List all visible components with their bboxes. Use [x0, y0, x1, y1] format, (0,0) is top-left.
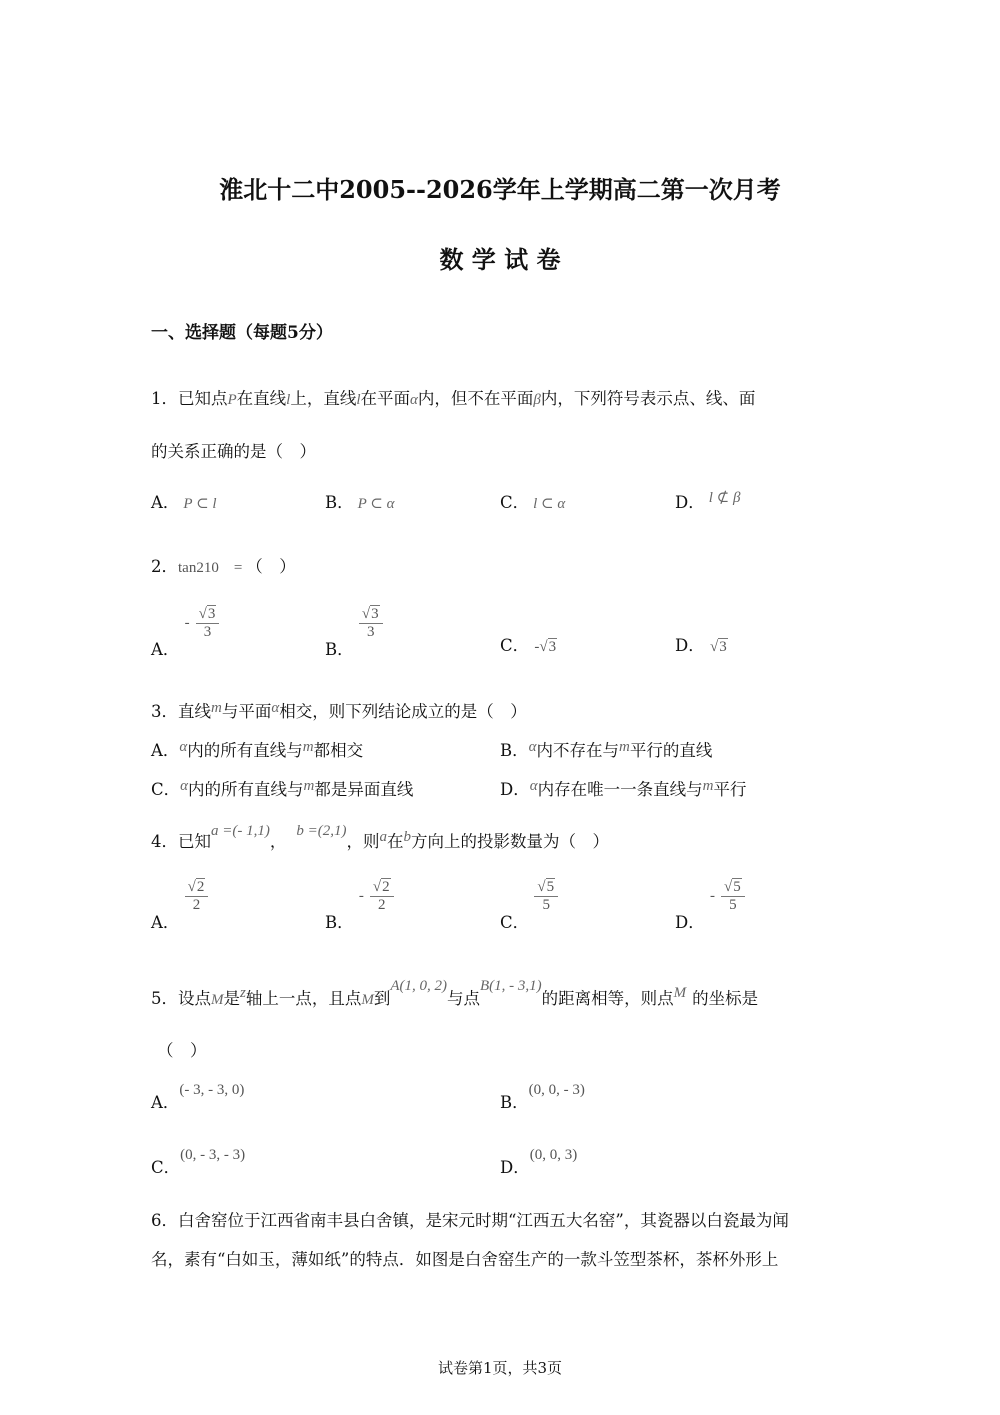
option-label: D．	[675, 636, 705, 655]
denominator: 3	[367, 624, 375, 641]
q2-expression: tan210 =	[178, 560, 243, 576]
q3-option-a	[151, 737, 363, 761]
q5-text: 轴上一点，且点	[245, 989, 362, 1008]
alpha-symbol: α	[180, 778, 188, 794]
fraction-sqrt2-over-2: $\frac{√2}{2}$	[185, 879, 209, 915]
denominator: 5	[542, 897, 550, 914]
q4-option-c	[500, 879, 558, 933]
q3-text: 与平面	[221, 702, 272, 721]
q4-text: 4．已知	[151, 832, 211, 851]
q5-text: 5．设点	[151, 989, 211, 1008]
minus-sign: -	[358, 888, 364, 905]
option-expr: (0, - 3, - 3)	[180, 1147, 246, 1163]
option-label: A．	[151, 1093, 180, 1112]
option-label: C．	[151, 780, 181, 799]
radicand: 5	[546, 879, 555, 895]
option-label: B．	[325, 640, 354, 660]
option-expr: P ⊂ l	[183, 496, 217, 512]
question-4-stem	[151, 823, 609, 852]
radicand: 3	[548, 639, 557, 655]
q1-text: 在平面	[360, 389, 411, 408]
q3-option-c	[151, 776, 413, 800]
question-3-stem	[151, 698, 527, 722]
q1-text: 内，但不在平面	[417, 389, 534, 408]
minus-sign: -	[709, 888, 715, 905]
m-symbol: m	[702, 778, 714, 794]
q5-option-d	[500, 1147, 578, 1178]
option-label: C．	[500, 636, 530, 655]
q1-plane-alpha: α	[410, 392, 418, 408]
q3-text: 3．直线	[151, 702, 211, 721]
point-m: M	[211, 992, 224, 1008]
exam-title: 淮北十二中2005--2026学年上学期高二第一次月考	[219, 175, 781, 204]
q3-text: 相交，则下列结论成立的是（ ）	[279, 702, 527, 721]
option-text: 平行	[713, 780, 747, 799]
q1-text: 上，直线	[290, 389, 357, 408]
option-label: D．	[500, 1158, 530, 1177]
radicand: 3	[371, 606, 379, 622]
question-2-stem	[151, 553, 296, 577]
option-text: 内的所有直线与	[187, 741, 303, 760]
option-label: C．	[500, 493, 530, 512]
q3-option-d	[500, 776, 746, 800]
q5-text: 的距离相等，则点	[541, 989, 674, 1008]
q5-text: 与点	[447, 989, 480, 1008]
option-label: D．	[675, 913, 705, 933]
m-symbol: m	[302, 739, 314, 755]
question-1-stem-line2: 的关系正确的是（ ）	[151, 442, 316, 461]
q1-option-b	[325, 489, 394, 513]
q1-line-l: l	[356, 392, 361, 408]
a-symbol: a	[379, 829, 387, 845]
question-1-stem	[151, 385, 755, 409]
option-label: A．	[151, 913, 180, 933]
q2-option-b	[325, 606, 383, 660]
radicand: 5	[733, 879, 741, 895]
section-title: 一、选择题（每题5分）	[151, 323, 333, 343]
q3-line-m: m	[211, 700, 222, 716]
q3-option-b	[500, 737, 712, 761]
q2-number: 2．	[151, 557, 178, 576]
question-5-stem	[151, 978, 759, 1009]
denominator: 2	[192, 897, 201, 914]
m-symbol: m	[303, 778, 315, 794]
denominator: 5	[729, 897, 737, 914]
q1-text: 在直线	[236, 389, 287, 408]
sqrt-3: √3	[709, 639, 727, 655]
q1-line-l: l	[286, 392, 291, 408]
option-expr: (- 3, - 3, 0)	[179, 1082, 245, 1098]
m-symbol: m	[619, 739, 630, 755]
alpha-symbol: α	[529, 778, 538, 794]
radicand: 3	[719, 639, 727, 655]
q2-option-c	[500, 632, 557, 656]
fraction-sqrt5-over-5: $\frac{√5}{5}$	[721, 879, 745, 915]
q3-plane-alpha: α	[271, 700, 280, 716]
q1-option-a	[151, 489, 217, 513]
option-label: B．	[325, 493, 354, 512]
option-expr: P ⊂ α	[357, 496, 395, 512]
option-label: D．	[500, 780, 530, 799]
q5-text: 是	[223, 989, 240, 1008]
option-text: 都相交	[313, 741, 364, 760]
question-6-line2: 名，素有“白如玉，薄如纸”的特点．如图是白舍窑生产的一款斗笠型茶杯，茶杯外形上	[151, 1250, 779, 1269]
alpha-symbol: α	[528, 739, 537, 755]
q5-text: 到	[373, 989, 391, 1008]
q5-paren: （ ）	[157, 1041, 207, 1060]
minus-sign: -	[534, 639, 540, 655]
q5-text: 的坐标是	[692, 989, 759, 1008]
point-b: B(1, - 3,1)	[480, 978, 542, 994]
option-label: B．	[500, 1093, 529, 1112]
option-label: D．	[675, 493, 705, 512]
q1-option-c	[500, 489, 565, 513]
q4-option-b	[325, 879, 394, 933]
option-label: B．	[500, 741, 529, 760]
option-label: A．	[151, 640, 180, 660]
q2-option-d	[675, 632, 728, 656]
denominator: 3	[203, 624, 212, 641]
fraction-sqrt2-over-2: $\frac{√2}{2}$	[370, 879, 394, 915]
q2-paren: （ ）	[246, 557, 296, 576]
q4-text: ，	[269, 832, 287, 851]
point-m: M	[673, 985, 687, 1001]
q1-text: 1．已知点	[151, 389, 228, 408]
z-axis-symbol: z	[240, 985, 246, 1001]
option-label: B．	[325, 913, 354, 933]
option-text: 平行的直线	[629, 741, 713, 760]
option-text: 内不存在与	[536, 741, 620, 760]
option-text: 内的所有直线与	[188, 780, 304, 799]
q5-option-b	[500, 1082, 585, 1113]
fraction-sqrt5-over-5: $\frac{√5}{5}$	[534, 879, 558, 915]
question-6-line1: 6．白舍窑位于江西省南丰县白舍镇，是宋元时期“江西五大名窑”，其瓷器以白瓷最为闻	[151, 1211, 789, 1230]
sqrt-3: √3	[539, 639, 557, 655]
q5-option-c	[151, 1147, 246, 1178]
fraction-sqrt3-over-3: $\frac{√3}{3}$	[196, 606, 220, 642]
option-label: A．	[151, 493, 180, 512]
denominator: 2	[378, 897, 386, 914]
q1-point-p: P	[227, 392, 237, 408]
option-expr: l ⊄ β	[708, 490, 741, 506]
point-a: A(1, 0, 2)	[390, 978, 447, 994]
option-expr: (0, 0, - 3)	[528, 1082, 585, 1098]
q4-text: ，则	[346, 832, 380, 851]
option-label: C．	[500, 913, 530, 933]
alpha-symbol: α	[179, 739, 188, 755]
q5-option-a	[151, 1082, 245, 1113]
q4-text: 方向上的投影数量为（ ）	[410, 832, 609, 851]
b-symbol: b	[403, 829, 411, 845]
option-expr: l ⊂ α	[533, 496, 566, 512]
option-text: 内存在唯一一条直线与	[537, 780, 703, 799]
q1-option-d	[675, 489, 740, 513]
radicand: 2	[382, 879, 390, 895]
minus-sign: -	[184, 615, 190, 632]
q4-option-d	[675, 879, 745, 933]
radicand: 2	[196, 879, 205, 895]
option-label: A．	[151, 741, 180, 760]
vector-a: a =(- 1,1)	[211, 823, 270, 839]
q1-text: 内，下列符号表示点、线、面	[540, 389, 756, 408]
exam-subtitle: 数 学 试 卷	[439, 245, 561, 274]
option-text: 都是异面直线	[314, 780, 414, 799]
option-label: C．	[151, 1158, 181, 1177]
q2-option-a	[151, 606, 219, 660]
page-footer: 试卷第1页，共3页	[437, 1359, 563, 1377]
option-expr: (0, 0, 3)	[529, 1147, 578, 1163]
point-m: M	[361, 992, 374, 1008]
q1-plane-beta: β	[533, 392, 541, 408]
q4-text: 在	[386, 832, 404, 851]
q4-option-a	[151, 879, 208, 933]
vector-b: b =(2,1)	[296, 823, 347, 839]
radicand: 3	[207, 606, 216, 622]
fraction-sqrt3-over-3: $\frac{√3}{3}$	[359, 606, 383, 642]
